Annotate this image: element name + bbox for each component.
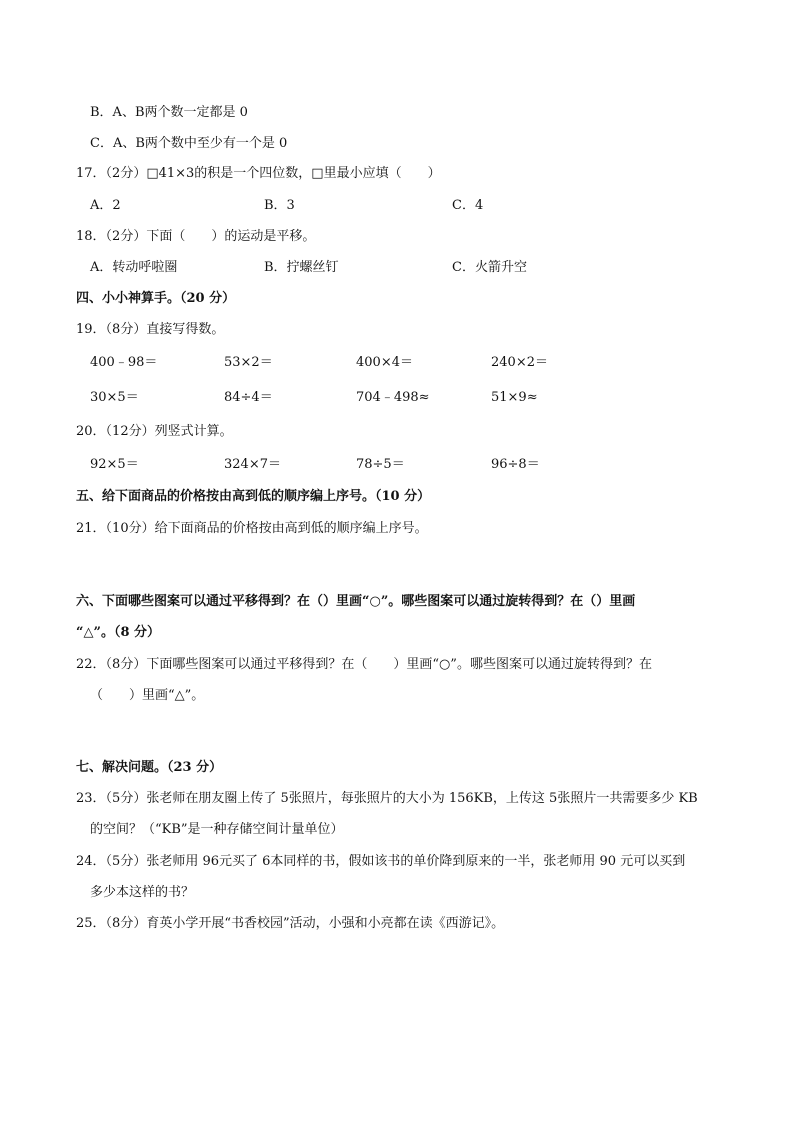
q17-option-b: B．3 — [264, 198, 295, 213]
q24-stem-line-1: 24．（5分）张老师用 96元买了 6本同样的书，假如该书的单价降到原来的一半，张老师用 90 元可以买到 — [76, 854, 686, 869]
q17-option-c: C．4 — [452, 198, 484, 213]
q20-item: 92×5＝ — [90, 457, 139, 472]
q16-option-b: B．A、B两个数一定都是 0 — [90, 105, 248, 120]
q16-option-c: C．A、B两个数中至少有一个是 0 — [90, 136, 288, 151]
q19-item: 704﹣498≈ — [356, 390, 430, 405]
section-6-heading-line-1: 六、下面哪些图案可以通过平移得到？在（）里画“○”。哪些图案可以通过旋转得到？在（）里画 — [76, 594, 636, 609]
q22-stem-line-1: 22．（8分）下面哪些图案可以通过平移得到？在（ ）里画“○”。哪些图案可以通过旋转得到？在 — [76, 657, 652, 672]
q24-stem-line-2: 多少本这样的书？ — [90, 885, 195, 900]
q20-item: 324×7＝ — [224, 457, 281, 472]
q19-stem: 19．（8分）直接写得数。 — [76, 322, 225, 337]
q18-option-c: C．火箭升空 — [452, 260, 527, 275]
q17-option-a: A．2 — [90, 198, 121, 213]
q19-item: 51×9≈ — [491, 390, 538, 405]
q20-stem: 20．（12分）列竖式计算。 — [76, 424, 233, 439]
section-6-heading-line-2: “△”。（8 分） — [76, 625, 161, 640]
q18-stem: 18．（2分）下面（ ）的运动是平移。 — [76, 229, 316, 244]
section-5-heading: 五、给下面商品的价格按由高到低的顺序编上序号。（10 分） — [76, 489, 431, 504]
q19-item: 400﹣98＝ — [90, 355, 158, 370]
section-7-heading: 七、解决问题。（23 分） — [76, 760, 223, 775]
q19-item: 240×2＝ — [491, 355, 548, 370]
q18-option-b: B．拧螺丝钉 — [264, 260, 339, 275]
q19-item: 84÷4＝ — [224, 390, 273, 405]
section-4-heading: 四、小小神算手。（20 分） — [76, 291, 236, 306]
q20-item: 78÷5＝ — [356, 457, 405, 472]
q20-item: 96÷8＝ — [491, 457, 540, 472]
q21-stem: 21．（10分）给下面商品的价格按由高到低的顺序编上序号。 — [76, 521, 428, 536]
q25-stem: 25．（8分）育英小学开展“书香校园”活动，小强和小亮都在读《西游记》。 — [76, 916, 505, 931]
q17-stem: 17．（2分）□41×3的积是一个四位数，□里最小应填（ ） — [76, 166, 441, 181]
q23-stem-line-2: 的空间？（“KB”是一种存储空间计量单位） — [90, 822, 344, 837]
q23-stem-line-1: 23．（5分）张老师在朋友圈上传了 5张照片，每张照片的大小为 156KB，上传这 5张照片一共需要多少 KB — [76, 791, 698, 806]
q19-item: 30×5＝ — [90, 390, 139, 405]
q22-stem-line-2: （ ）里画“△”。 — [90, 688, 205, 703]
q19-item: 400×4＝ — [356, 355, 413, 370]
q18-option-a: A．转动呼啦圈 — [90, 260, 178, 275]
q19-item: 53×2＝ — [224, 355, 273, 370]
